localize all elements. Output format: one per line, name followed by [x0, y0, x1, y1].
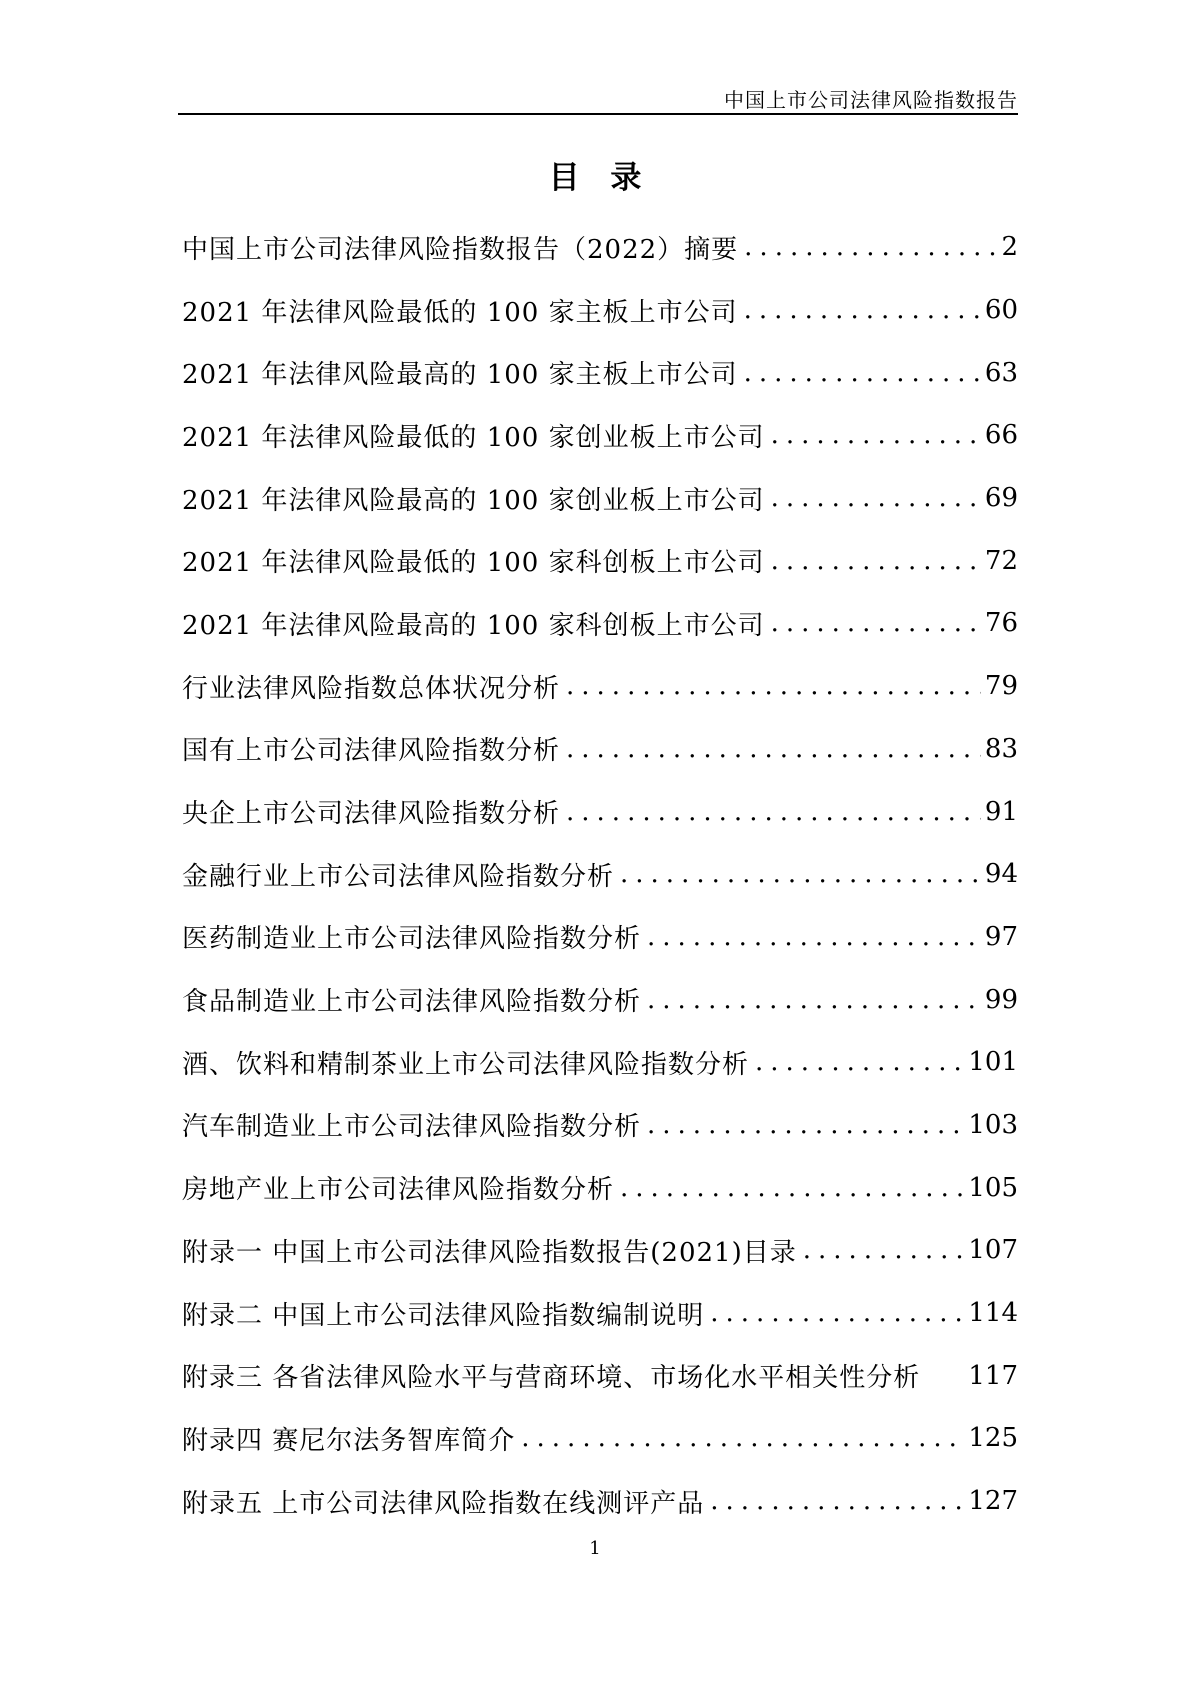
toc-list — [182, 216, 1018, 1532]
toc-entry-page: 72 — [984, 545, 1018, 576]
toc-entry[interactable] — [182, 279, 1018, 342]
toc-entry-label: 汽车制造业上市公司法律风险指数分析 — [182, 1112, 642, 1143]
toc-entry-label: 国有上市公司法律风险指数分析 — [182, 736, 561, 767]
toc-dot-leader — [738, 232, 997, 262]
toc-entry-page: 76 — [984, 608, 1018, 639]
toc-dot-leader — [749, 1047, 964, 1077]
page-number: 1 — [589, 1538, 601, 1559]
toc-entry-label: 附录三 各省法律风险水平与营商环境、市场化水平相关性分析 — [182, 1363, 921, 1394]
toc-entry-page: 127 — [968, 1486, 1018, 1517]
toc-dot-leader — [641, 922, 981, 952]
toc-entry[interactable] — [182, 655, 1018, 718]
toc-entry[interactable] — [182, 1031, 1018, 1094]
toc-entry-label: 附录五 上市公司法律风险指数在线测评产品 — [182, 1488, 705, 1519]
toc-entry[interactable] — [182, 529, 1018, 592]
toc-dot-leader — [765, 483, 981, 513]
toc-entry-page: 2 — [1001, 232, 1018, 263]
toc-entry-label: 附录一 中国上市公司法律风险指数报告(2021)目录 — [182, 1237, 797, 1268]
toc-entry[interactable] — [182, 404, 1018, 467]
toc-dot-leader — [765, 608, 981, 638]
toc-entry-page: 60 — [984, 295, 1018, 326]
toc-entry[interactable] — [182, 592, 1018, 655]
running-header-title: 中国上市公司法律风险指数报告 — [724, 88, 1018, 112]
toc-entry-label: 2021 年法律风险最低的 100 家创业板上市公司 — [182, 422, 765, 453]
toc-entry[interactable] — [182, 1282, 1018, 1345]
toc-dot-leader — [765, 546, 981, 576]
toc-dot-leader — [614, 859, 981, 889]
toc-entry-page: 107 — [968, 1235, 1018, 1266]
toc-entry-page: 125 — [968, 1423, 1018, 1454]
toc-entry[interactable] — [182, 1407, 1018, 1470]
toc-entry-label: 2021 年法律风险最高的 100 家主板上市公司 — [182, 360, 738, 391]
toc-entry[interactable] — [182, 1219, 1018, 1282]
toc-entry-label: 中国上市公司法律风险指数报告（2022）摘要 — [182, 234, 739, 265]
toc-entry-label: 酒、饮料和精制茶业上市公司法律风险指数分析 — [182, 1049, 750, 1080]
toc-entry-page: 103 — [968, 1109, 1018, 1140]
toc-dot-leader — [515, 1423, 964, 1453]
toc-dot-leader — [738, 358, 981, 388]
toc-entry-label: 医药制造业上市公司法律风险指数分析 — [182, 924, 642, 955]
toc-entry-label: 2021 年法律风险最高的 100 家科创板上市公司 — [182, 610, 765, 641]
toc-entry-page: 69 — [984, 483, 1018, 514]
toc-entry[interactable] — [182, 216, 1018, 279]
toc-entry-page: 105 — [968, 1172, 1018, 1203]
toc-entry[interactable] — [182, 341, 1018, 404]
toc-entry-page: 99 — [984, 984, 1018, 1015]
toc-dot-leader — [560, 734, 981, 764]
toc-entry-label: 附录二 中国上市公司法律风险指数编制说明 — [182, 1300, 705, 1331]
toc-entry[interactable] — [182, 968, 1018, 1031]
toc-entry[interactable] — [182, 780, 1018, 843]
toc-entry[interactable] — [182, 1344, 1018, 1407]
toc-entry-page: 114 — [968, 1298, 1018, 1329]
toc-entry-label: 行业法律风险指数总体状况分析 — [182, 673, 561, 704]
toc-dot-leader — [765, 420, 981, 450]
toc-entry-label: 食品制造业上市公司法律风险指数分析 — [182, 987, 642, 1018]
toc-entry-label: 2021 年法律风险最低的 100 家主板上市公司 — [182, 297, 738, 328]
toc-entry-page: 101 — [968, 1047, 1018, 1078]
toc-entry-page: 83 — [984, 733, 1018, 764]
toc-dot-leader — [560, 797, 981, 827]
toc-entry-label: 央企上市公司法律风险指数分析 — [182, 799, 561, 830]
toc-entry-page: 79 — [984, 671, 1018, 702]
toc-entry[interactable] — [182, 906, 1018, 969]
toc-dot-leader — [704, 1486, 964, 1516]
toc-entry-page: 97 — [984, 921, 1018, 952]
toc-entry-page: 66 — [984, 420, 1018, 451]
toc-entry-label: 2021 年法律风险最低的 100 家科创板上市公司 — [182, 548, 765, 579]
toc-dot-leader — [641, 985, 981, 1015]
toc-entry-page: 94 — [984, 859, 1018, 890]
toc-entry-label: 房地产业上市公司法律风险指数分析 — [182, 1175, 615, 1206]
toc-entry[interactable] — [182, 843, 1018, 906]
toc-entry-label: 附录四 赛尼尔法务智库简介 — [182, 1425, 516, 1456]
toc-entry-page: 63 — [984, 357, 1018, 388]
toc-dot-leader — [797, 1235, 965, 1265]
toc-dot-leader — [704, 1298, 964, 1328]
toc-dot-leader — [614, 1173, 964, 1203]
toc-entry[interactable] — [182, 467, 1018, 530]
toc-entry[interactable] — [182, 1156, 1018, 1219]
header-rule — [178, 113, 1018, 115]
toc-entry[interactable] — [182, 1094, 1018, 1157]
toc-entry[interactable] — [182, 718, 1018, 781]
toc-title: 目 录 — [548, 160, 652, 196]
toc-dot-leader — [738, 295, 981, 325]
toc-entry-page: 117 — [968, 1360, 1018, 1391]
toc-entry-page: 91 — [984, 796, 1018, 827]
toc-entry[interactable] — [182, 1470, 1018, 1533]
toc-dot-leader — [641, 1110, 964, 1140]
toc-dot-leader — [560, 671, 981, 701]
toc-entry-label: 2021 年法律风险最高的 100 家创业板上市公司 — [182, 485, 765, 516]
toc-entry-label: 金融行业上市公司法律风险指数分析 — [182, 861, 615, 892]
